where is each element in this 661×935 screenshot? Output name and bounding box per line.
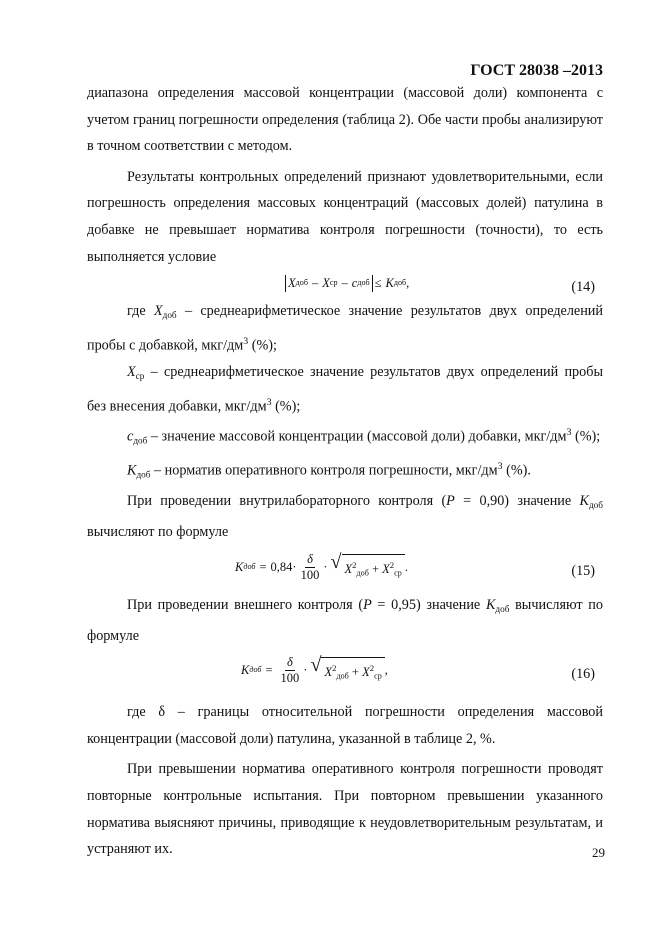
equation-number-16: (16) — [571, 666, 595, 683]
formula-16-expression: K доб = $\frac{\delta}{100}$ · √ $X^2_{доб} + X^2_{ср}$ , — [241, 654, 388, 686]
formula-14-expression: X доб – X ср – c доб ≤ K доб , — [283, 270, 409, 297]
page-number: 29 — [592, 845, 605, 860]
definition-c-dob: $c_{доб}$ – значение массовой концентрации (массовой доли) добавки, мкг/$дм^3$ (%); — [127, 426, 601, 446]
paragraph-results: Результаты контрольных определений признают удовлетворительными, если погрешность определения массовых концентраций (массовых долей) патулина в добавке не превышает норматива контроля погрешности (точности), то есть выполняется условие — [87, 168, 603, 265]
fraction-delta-100: $\frac{\delta}{100}$ — [280, 655, 300, 686]
paragraph-range: диапазона определения массовой концентрации (массовой доли) компонента с учетом границ погрешности определения (таблица 2). Обе части пробы анализируют в точном соответствии с методом. — [87, 85, 603, 155]
formula-15 — [87, 546, 603, 592]
page-body — [87, 80, 603, 863]
square-root: √ $X^2_{доб} + X^2_{ср}$ — [310, 655, 384, 686]
formula-16 — [87, 649, 603, 699]
fraction-delta-100: $\frac{\delta}{100}$ — [300, 551, 320, 582]
abs-bar-right — [372, 275, 373, 292]
equation-number-14: (14) — [571, 279, 595, 296]
definition-x-dob: где $X_{доб}$ – среднеарифметическое значение результатов двух определений пробы с добавкой, мкг/$дм^3$ (%); — [87, 303, 603, 354]
abs-bar-left — [285, 275, 286, 292]
paragraph-repeat-tests: При превышении норматива оперативного контроля погрешности проводят повторные контрольные испытания. При повторном превышении указанного норматива выясняют причины, приводящие к неудовлетворительным результатам, и устраняют их. — [87, 761, 603, 858]
paragraph-external-control: При проведении внешнего контроля (P = 0,95) значение $K_{доб}$ вычисляют по формуле — [87, 596, 603, 644]
equation-number-15: (15) — [571, 562, 595, 579]
paragraph-internal-control: При проведении внутрилабораторного контроля (P = 0,90) значение $K_{доб}$ вычисляют по формуле — [87, 493, 603, 541]
paragraph-delta-definition: где δ – границы относительной погрешности определения массовой концентрации (массовой доли) патулина, указанной в таблице 2, %. — [87, 704, 603, 747]
definition-x-sr: $X_{ср}$ – среднеарифметическое значение результатов двух определений пробы без внесения добавки, мкг/$дм^3$ (%); — [87, 364, 603, 415]
formula-14 — [87, 270, 603, 298]
formula-15-expression: K доб = 0,84· $\frac{\delta}{100}$ · √ $X^2_{доб} + X^2_{ср}$ . — [235, 550, 408, 582]
square-root: √ $X^2_{доб} + X^2_{ср}$ — [331, 552, 405, 583]
definition-k-dob: $K_{доб}$ – норматив оперативного контроля погрешности, мкг/$дм^3$ (%). — [127, 461, 531, 480]
document-header: ГОСТ 28038 –2013 — [470, 62, 603, 79]
